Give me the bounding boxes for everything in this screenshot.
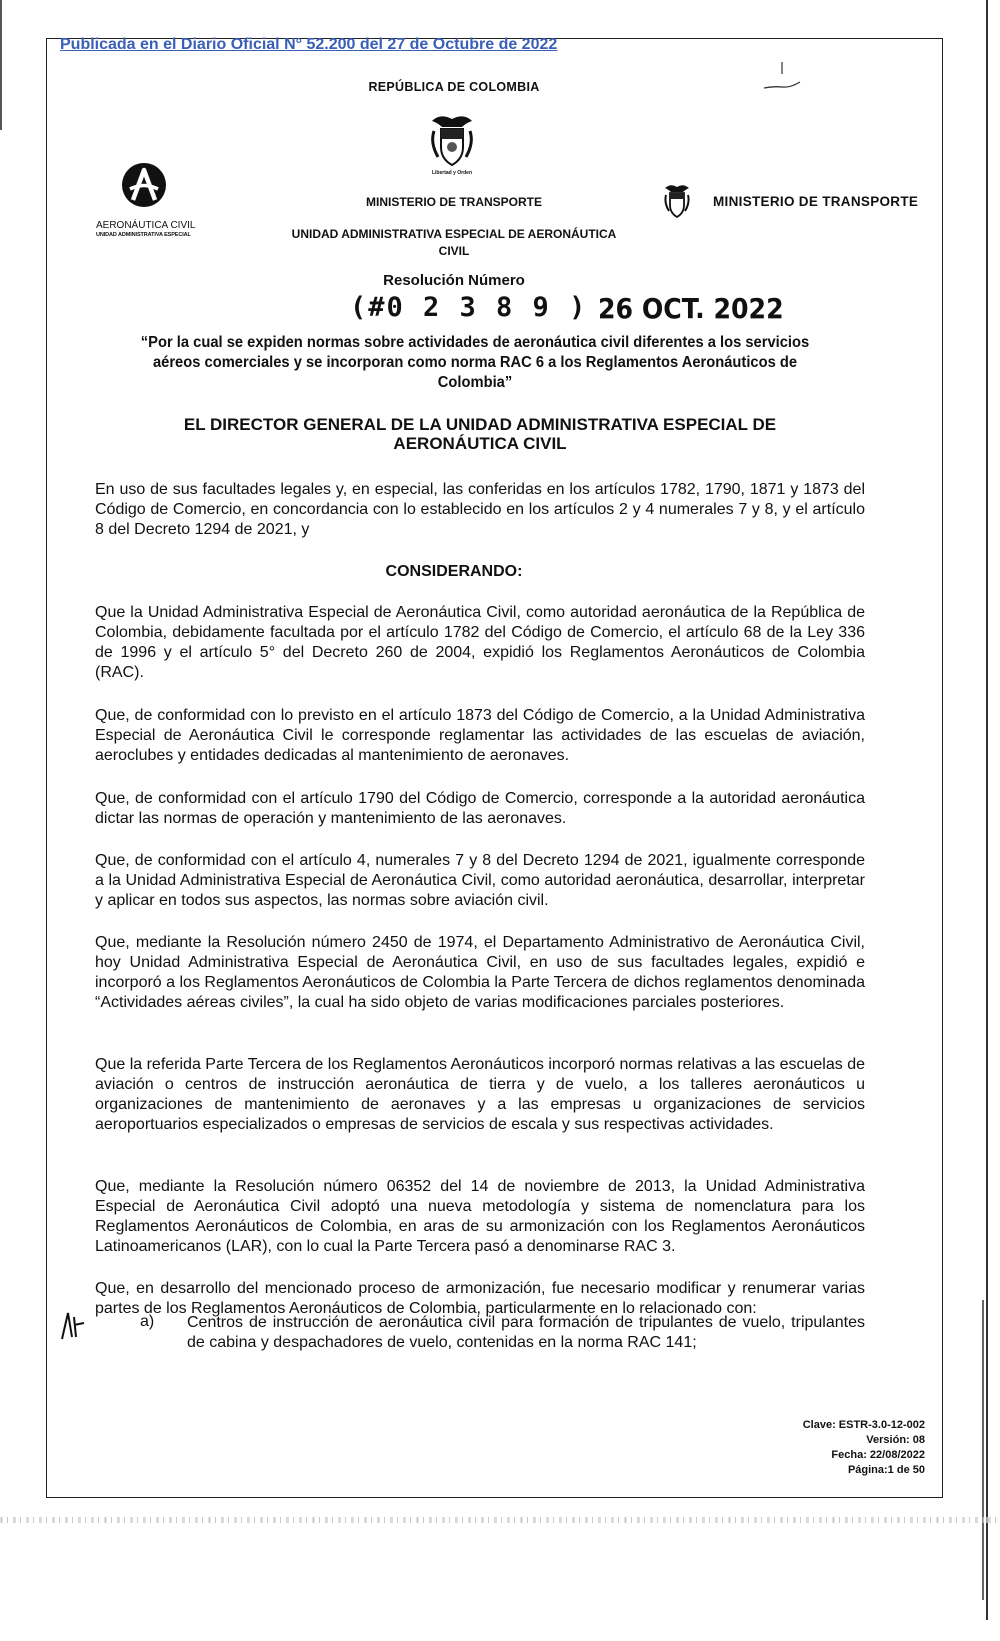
footer-fecha: Fecha: 22/08/2022 <box>831 1449 925 1461</box>
aero-name: AERONÁUTICA CIVIL <box>96 220 196 231</box>
footer-version: Versión: 08 <box>866 1434 925 1446</box>
director-heading: EL DIRECTOR GENERAL DE LA UNIDAD ADMINISTRATIVA ESPECIAL DE AERONÁUTICA CIVIL <box>183 415 777 453</box>
paragraph-3: Que, de conformidad con el artículo 1790 del Código de Comercio, corresponde a la autoridad aeronáutica dictar las normas de operación y mantenimiento de las aeronaves. <box>95 790 865 827</box>
footer-clave: Clave: ESTR-3.0-12-002 <box>802 1419 925 1431</box>
ministerio-right-heading: MINISTERIO DE TRANSPORTE <box>713 194 919 209</box>
resolution-date-stamp: 26 OCT. 2022 <box>598 292 784 325</box>
coat-of-arms-icon <box>428 113 476 169</box>
footer-pagina: Página:1 de 50 <box>847 1464 925 1476</box>
paragraph-7: Que, mediante la Resolución número 06352 del 14 de noviembre de 2013, la Unidad Administrativa Especial de Aeronáutica Civil adoptó una nueva metodología y sistema de nomenclatura para los Reglamentos Aeronáuticos de Colombia, en aras de su armonización con los Reglamentos Aeronáuticos Latinoamericanos (LAR), con lo cual la Parte Tercera pasó a denominarse RAC 3. <box>95 1178 865 1255</box>
aero-subtitle: UNIDAD ADMINISTRATIVA ESPECIAL <box>96 232 191 238</box>
scan-noise-bottom <box>0 1517 1000 1523</box>
considerando-heading: CONSIDERANDO: <box>385 563 523 580</box>
scan-edge-left <box>0 0 2 130</box>
resolution-label: Resolución Número <box>383 272 525 289</box>
republica-heading: REPÚBLICA DE COLOMBIA <box>368 80 540 94</box>
list-item: Centros de instrucción de aeronáutica civil para formación de tripulantes de vuelo, tripulantes de cabina y despachadores de vuelo, contenidas en la norma RAC 141; <box>187 1314 865 1351</box>
paragraph-1: Que la Unidad Administrativa Especial de Aeronáutica Civil, como autoridad aeronáutica de la República de Colombia, debidamente facultada por el artículo 1782 del Código de Comercio, el artículo 68 de la Ley 336 de 1996 y el artículo 5° del Decreto 260 de 2004, expidió los Reglamentos Aeronáuticos de Colombia (RAC). <box>95 604 865 681</box>
unidad-line-2: CIVIL <box>438 244 470 258</box>
ministerio-heading: MINISTERIO DE TRANSPORTE <box>365 195 542 209</box>
ministerio-shield-icon <box>663 183 691 221</box>
paragraph-8: Que, en desarrollo del mencionado proceso de armonización, fue necesario modificar y renumerar varias partes de los Reglamentos Aeronáuticos de Colombia, particularmente en lo relacionado con: <box>95 1280 865 1317</box>
resolution-number: (#0 2 3 8 9 ) <box>350 292 588 323</box>
scan-edge-right-inner <box>982 1300 984 1600</box>
paragraph-5: Que, mediante la Resolución número 2450 de 1974, el Departamento Administrativo de Aeronáutica Civil, hoy Unidad Administrativa Especial de Aeronáutica Civil, en uso de sus facultades legales, expidió e incorporó a los Reglamentos Aeronáuticos de Colombia la Parte Tercera de dichos reglamentos denominada “Actividades aéreas civiles”, la cual ha sido objeto de varias modificaciones parciales posteriores. <box>95 934 865 1011</box>
lema-text: Libertad y Orden <box>431 170 472 176</box>
list-item-marker: a) <box>140 1313 155 1330</box>
paragraph-4: Que, de conformidad con el artículo 4, numerales 7 y 8 del Decreto 1294 de 2021, igualmente corresponde a la Unidad Administrativa Especial de Aeronáutica Civil, como autoridad aeronáutica, desarrollar, interpretar y aplicar en todos sus aspectos, las normas sobre aviación civil. <box>95 852 865 909</box>
resolution-title: “Por la cual se expiden normas sobre actividades de aeronáutica civil diferentes a los servicios aéreos comerciales y se incorporan como norma RAC 6 a los Reglamentos Aeronáuticos de Colombia” <box>140 334 810 391</box>
paragraph-6: Que la referida Parte Tercera de los Reglamentos Aeronáuticos incorporó normas relativas a las escuelas de aviación o centros de instrucción aeronáutica de tierra y de vuelo, a los talleres aeronáuticos u organizaciones de mantenimiento de aeronaves y a las empresas u organizaciones de servicios aeroportuarios especializados o empresas de servicios de escala y sus respectivas actividades. <box>95 1056 865 1133</box>
publication-link[interactable]: Publicada en el Diario Oficial N° 52.200 del 27 de Octubre de 2022 <box>60 36 558 53</box>
handwritten-mark <box>760 60 810 100</box>
scan-edge-right <box>986 0 988 1620</box>
paragraph-2: Que, de conformidad con lo previsto en el artículo 1873 del Código de Comercio, a la Unidad Administrativa Especial de Aeronáutica Civil le corresponde reglamentar las actividades de las escuelas de aviación, aeroclubes y entidades dedicadas al mantenimiento de aeronaves. <box>95 707 865 764</box>
document-control-footer <box>803 1418 925 1478</box>
unidad-line-1: UNIDAD ADMINISTRATIVA ESPECIAL DE AERONÁUTICA <box>291 227 617 241</box>
handwritten-initials <box>58 1307 88 1341</box>
unidad-heading <box>0 226 908 260</box>
intro-paragraph: En uso de sus facultades legales y, en especial, las conferidas en los artículos 1782, 1790, 1871 y 1873 del Código de Comercio, en concordancia con lo establecido en los artículos 2 y 4 numerales 7 y 8, y el artículo 8 del Decreto 1294 de 2021, y <box>95 481 865 538</box>
